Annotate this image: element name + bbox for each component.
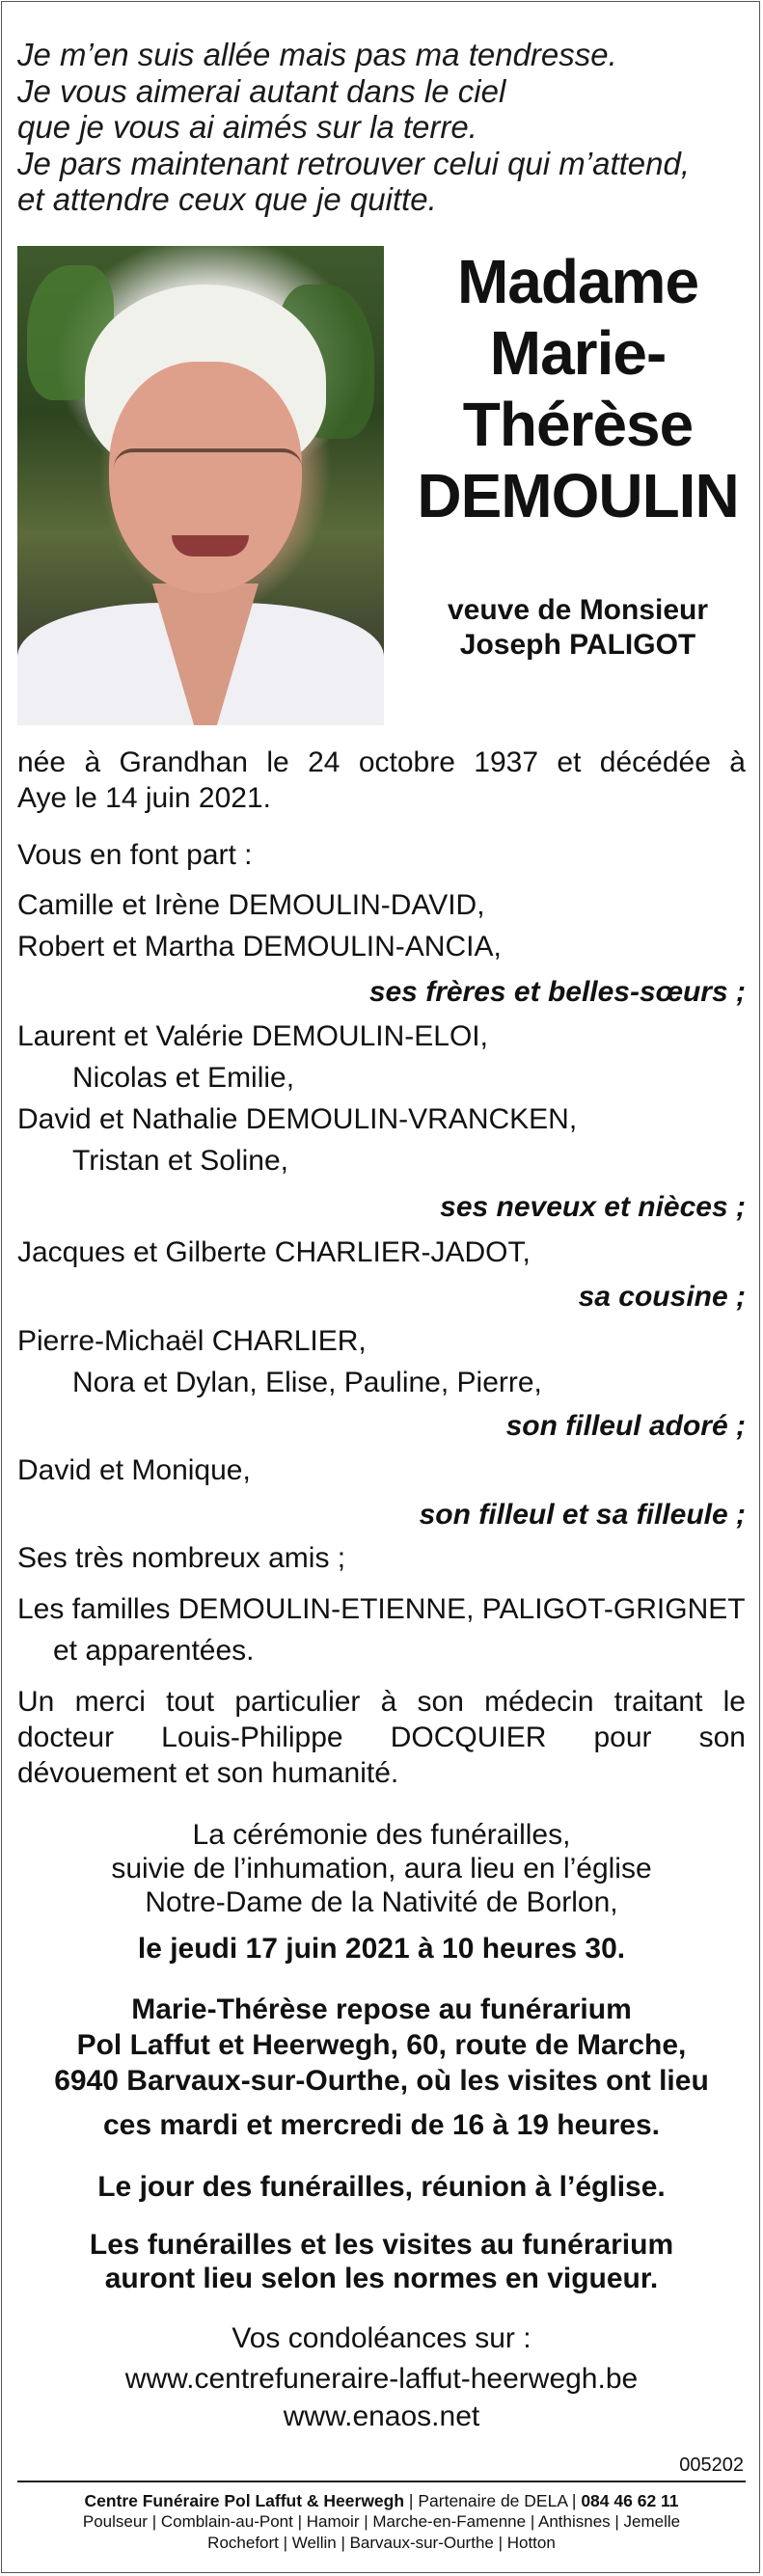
deceased-name bbox=[405, 246, 750, 531]
name-line: Madame bbox=[456, 247, 699, 316]
thanks-line: dévouement et son humanité. bbox=[17, 1757, 399, 1789]
ceremony-line: Notre-Dame de la Nativité de Borlon, bbox=[145, 1886, 618, 1918]
thanks-line: Un merci tout particulier à son médecin traitant le bbox=[17, 1686, 746, 1718]
footer-divider bbox=[17, 2481, 746, 2482]
family-member: Laurent et Valérie DEMOULIN-ELOI, bbox=[17, 1020, 488, 1052]
announce: Vous en font part : bbox=[17, 839, 253, 871]
meeting: Le jour des funérailles, réunion à l’église. bbox=[97, 2171, 666, 2203]
mouth-shape bbox=[172, 535, 249, 556]
poem-line: Je m’en suis allée mais pas ma tendresse. bbox=[17, 37, 617, 72]
widow-of bbox=[405, 593, 750, 663]
visit-line: Pol Laffut et Heerwegh, 60, route de Marche, bbox=[76, 2029, 687, 2061]
company-name: Centre Funéraire Pol Laffut & Heerwegh bbox=[84, 2491, 405, 2510]
family-role: ses neveux et nièces ; bbox=[440, 1191, 746, 1223]
family-member: Jacques et Gilberte CHARLIER-JADOT, bbox=[17, 1236, 531, 1268]
family-role: son filleul adoré ; bbox=[505, 1410, 746, 1442]
family-member: Robert et Martha DEMOULIN-ANCIA, bbox=[17, 931, 502, 963]
condolences-label: Vos condoléances sur : bbox=[232, 2322, 531, 2354]
name-line: Marie- bbox=[489, 318, 667, 388]
poem-line: Je vous aimerai autant dans le ciel bbox=[17, 72, 506, 109]
partner: Partenaire de DELA bbox=[418, 2491, 568, 2510]
visit-line: ces mardi et mercredi de 16 à 19 heures. bbox=[103, 2109, 660, 2141]
thanks-line: docteur Louis-Philippe DOCQUIER pour son bbox=[17, 1722, 746, 1753]
ceremony-date: le jeudi 17 juin 2021 à 10 heures 30. bbox=[137, 1933, 626, 1965]
widow-line: veuve de Monsieur bbox=[447, 594, 709, 626]
footer-towns: Poulseur | Comblain-au-Pont | Hamoir | Marche-en-Famenne | Anthisnes | Jemelle bbox=[82, 2512, 681, 2531]
condolences-link[interactable]: www.centrefuneraire-laffut-heerwegh.be bbox=[124, 2363, 639, 2395]
families: Les familles DEMOULIN-ETIENNE, PALIGOT-GRIGNET bbox=[17, 1593, 746, 1625]
widow-line: Joseph PALIGOT bbox=[459, 629, 696, 661]
reference-number: 005202 bbox=[679, 2454, 744, 2476]
birth-death-line: Aye le 14 juin 2021. bbox=[17, 782, 271, 814]
phone: 084 46 62 11 bbox=[581, 2491, 679, 2510]
family-member: Pierre-Michaël CHARLIER, bbox=[17, 1325, 367, 1357]
family-member: Tristan et Soline, bbox=[72, 1145, 288, 1177]
ceremony-line: suivie de l’inhumation, aura lieu en l’église bbox=[111, 1853, 652, 1885]
poem-line: que je vous ai aimés sur la terre. bbox=[17, 109, 477, 145]
visit-line: 6940 Barvaux-sur-Ourthe, où les visites ont lieu bbox=[54, 2065, 709, 2097]
birth-death-line: née à Grandhan le 24 octobre 1937 et décédée à bbox=[17, 746, 746, 778]
poem-line: Je pars maintenant retrouver celui qui m’attend, bbox=[17, 145, 691, 181]
portrait-photo bbox=[17, 246, 384, 725]
family-member: Nicolas et Emilie, bbox=[72, 1062, 295, 1094]
family-member: David et Monique, bbox=[17, 1454, 251, 1486]
name-line: Thérèse bbox=[462, 390, 694, 459]
visit-line: Marie-Thérèse repose au funérarium bbox=[131, 1993, 632, 2025]
family-member: Nora et Dylan, Elise, Pauline, Pierre, bbox=[72, 1367, 542, 1398]
friends: Ses très nombreux amis ; bbox=[17, 1542, 346, 1574]
footer bbox=[14, 2490, 749, 2554]
family-role: son filleul et sa filleule ; bbox=[419, 1499, 746, 1531]
condolences-link[interactable]: www.enaos.net bbox=[283, 2400, 480, 2432]
footer-towns: Rochefort | Wellin | Barvaux-sur-Ourthe | Hotton bbox=[207, 2534, 556, 2552]
rules-line: Les funérailles et les visites au funérarium bbox=[89, 2229, 674, 2261]
family-member: Camille et Irène DEMOULIN-DAVID, bbox=[17, 889, 485, 921]
family-role: sa cousine ; bbox=[578, 1281, 746, 1313]
ceremony-line: La cérémonie des funérailles, bbox=[192, 1819, 571, 1851]
name-line: DEMOULIN bbox=[417, 461, 739, 530]
family-role: ses frères et belles-sœurs ; bbox=[368, 976, 746, 1008]
separator: | bbox=[408, 2491, 414, 2510]
poem bbox=[17, 37, 750, 218]
family-member: David et Nathalie DEMOULIN-VRANCKEN, bbox=[17, 1103, 578, 1135]
rules-line: auront lieu selon les normes en vigueur. bbox=[104, 2263, 659, 2294]
separator: | bbox=[571, 2491, 577, 2510]
poem-line: et attendre ceux que je quitte. bbox=[17, 181, 437, 217]
footer-line-company bbox=[14, 2490, 749, 2511]
families: et apparentées. bbox=[53, 1635, 255, 1667]
glasses-shape bbox=[114, 448, 302, 491]
